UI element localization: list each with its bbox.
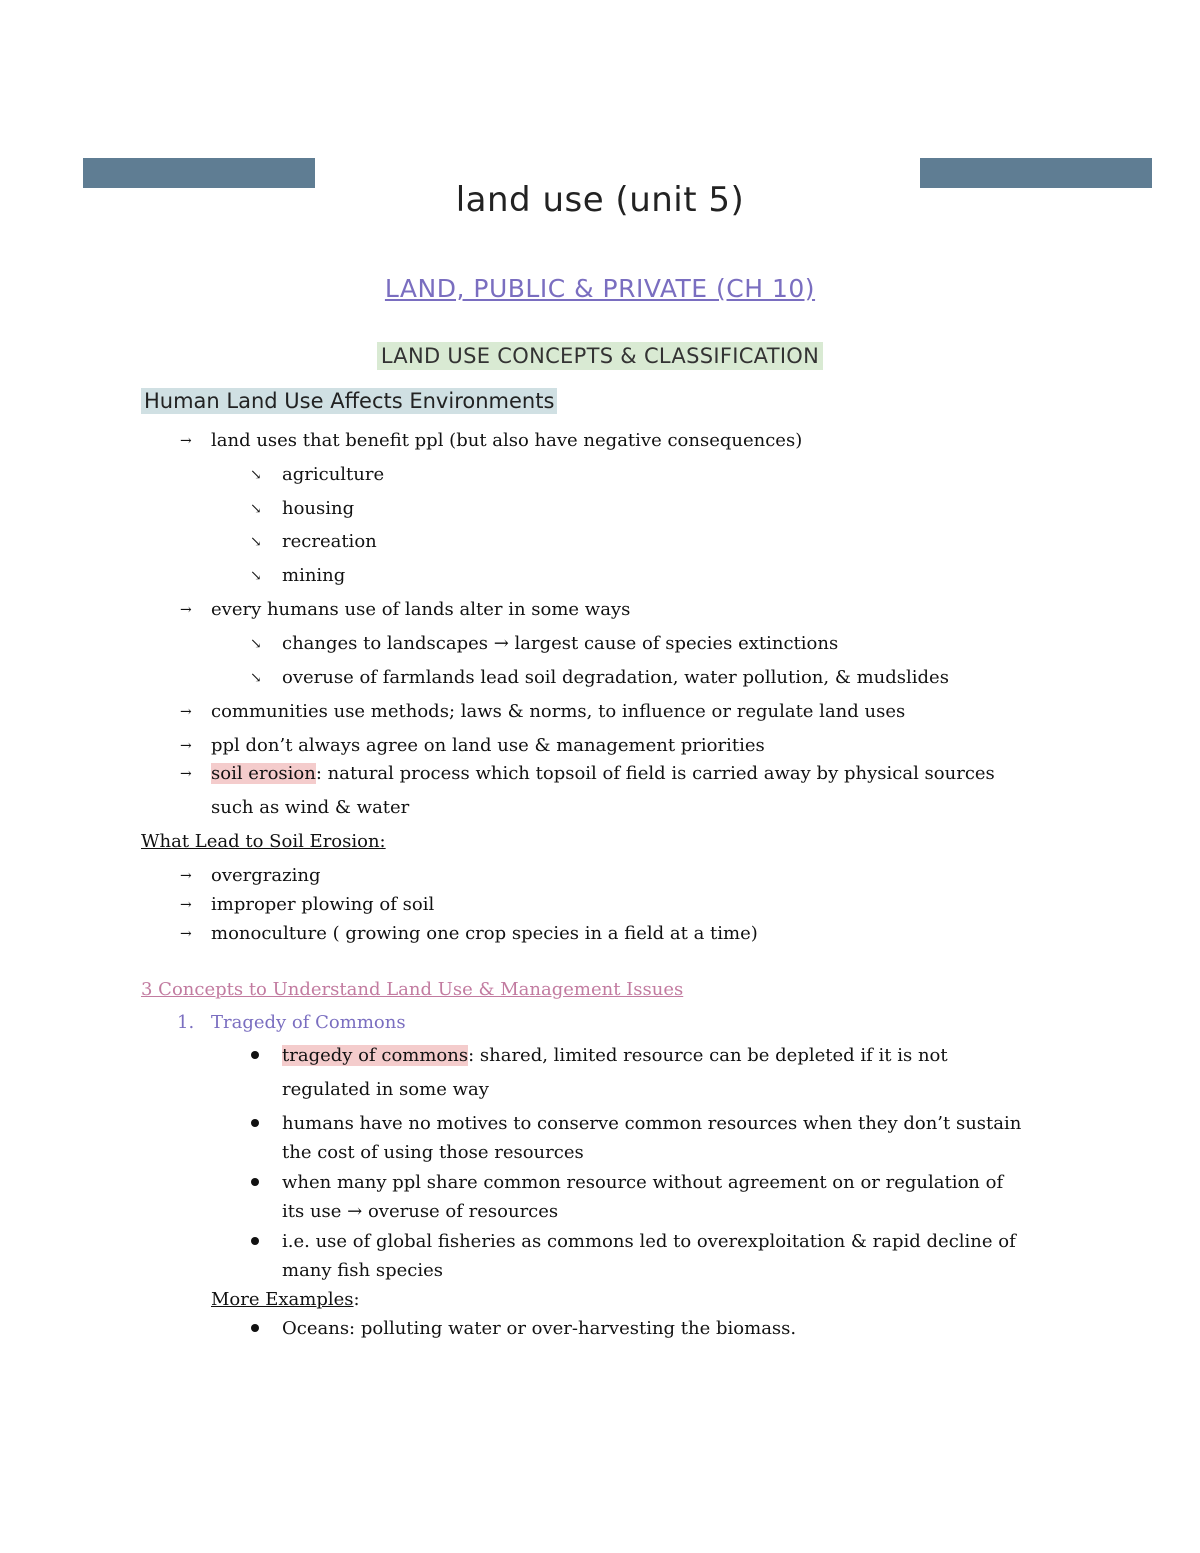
concepts-heading: 3 Concepts to Understand Land Use & Management Issues — [141, 979, 684, 1000]
sub-list-item: changes to landscapes → largest cause of species extinctions — [282, 633, 839, 654]
sub-list-item: housing — [282, 498, 355, 519]
chapter-title: LAND, PUBLIC & PRIVATE (CH 10) — [384, 274, 816, 303]
sub-list-item: overuse of farmlands lead soil degradation, water pollution, & mudslides — [282, 667, 949, 688]
arrow-bullet-icon: → — [180, 766, 192, 782]
sub-list-item: mining — [282, 565, 346, 586]
list-item-continuation: regulated in some way — [282, 1079, 489, 1100]
list-item-continuation: its use → overuse of resources — [282, 1201, 559, 1222]
list-item: land uses that benefit ppl (but also have negative consequences) — [211, 430, 803, 451]
term-highlight: tragedy of commons — [282, 1045, 469, 1066]
numbered-item-title: Tragedy of Commons — [211, 1012, 406, 1033]
arrow-bullet-icon: → — [180, 926, 192, 942]
term-highlight: soil erosion — [211, 763, 316, 784]
arrow-bullet-icon: → — [180, 868, 192, 884]
definition-text: : shared, limited resource can be depleted if it is not — [468, 1045, 948, 1066]
bullet-dot-icon — [251, 1324, 259, 1332]
sub-arrow-bullet-icon: ↘ — [250, 534, 262, 550]
bullet-dot-icon — [251, 1051, 259, 1059]
list-item: communities use methods; laws & norms, to influence or regulate land uses — [211, 701, 906, 722]
arrow-bullet-icon: → — [180, 738, 192, 754]
sub-arrow-bullet-icon: ↘ — [250, 467, 262, 483]
list-item-soil-erosion — [211, 761, 995, 787]
numbered-item-number: 1. — [177, 1012, 195, 1033]
more-examples-text: More Examples — [211, 1289, 354, 1310]
list-item: every humans use of lands alter in some ways — [211, 599, 631, 620]
list-item: overgrazing — [211, 865, 321, 886]
erosion-subheading: What Lead to Soil Erosion: — [141, 831, 386, 852]
arrow-bullet-icon: → — [180, 433, 192, 449]
sub-arrow-bullet-icon: ↘ — [250, 501, 262, 517]
bullet-dot-icon — [251, 1119, 259, 1127]
list-item: monoculture ( growing one crop species in a field at a time) — [211, 923, 758, 944]
sub-arrow-bullet-icon: ↘ — [250, 636, 262, 652]
more-examples-colon: : — [353, 1289, 360, 1310]
list-item: ppl don’t always agree on land use & management priorities — [211, 735, 765, 756]
list-item: when many ppl share common resource without agreement on or regulation of — [282, 1172, 1004, 1193]
bullet-dot-icon — [251, 1237, 259, 1245]
list-item: humans have no motives to conserve common resources when they don’t sustain — [282, 1113, 1022, 1134]
sub-list-item: recreation — [282, 531, 377, 552]
more-examples-label — [211, 1287, 360, 1313]
sub-arrow-bullet-icon: ↘ — [250, 670, 262, 686]
list-item: Oceans: polluting water or over-harvesting the biomass. — [282, 1318, 797, 1339]
list-item: improper plowing of soil — [211, 894, 435, 915]
list-item: i.e. use of global fisheries as commons led to overexploitation & rapid decline of — [282, 1231, 1016, 1252]
section-heading-wrap — [0, 342, 1200, 370]
arrow-bullet-icon: → — [180, 704, 192, 720]
bullet-dot-icon — [251, 1178, 259, 1186]
topic-heading: Human Land Use Affects Environments — [141, 388, 557, 414]
page-title: land use (unit 5) — [455, 180, 745, 220]
list-item-continuation: the cost of using those resources — [282, 1142, 584, 1163]
sub-list-item: agriculture — [282, 464, 385, 485]
sub-arrow-bullet-icon: ↘ — [250, 568, 262, 584]
arrow-bullet-icon: → — [180, 602, 192, 618]
list-item-continuation: such as wind & water — [211, 797, 410, 818]
definition-text: : natural process which topsoil of field is carried away by physical sources — [315, 763, 995, 784]
list-item-continuation: many fish species — [282, 1260, 443, 1281]
list-item-tragedy — [282, 1043, 948, 1069]
arrow-bullet-icon: → — [180, 897, 192, 913]
section-heading: LAND USE CONCEPTS & CLASSIFICATION — [377, 342, 823, 370]
